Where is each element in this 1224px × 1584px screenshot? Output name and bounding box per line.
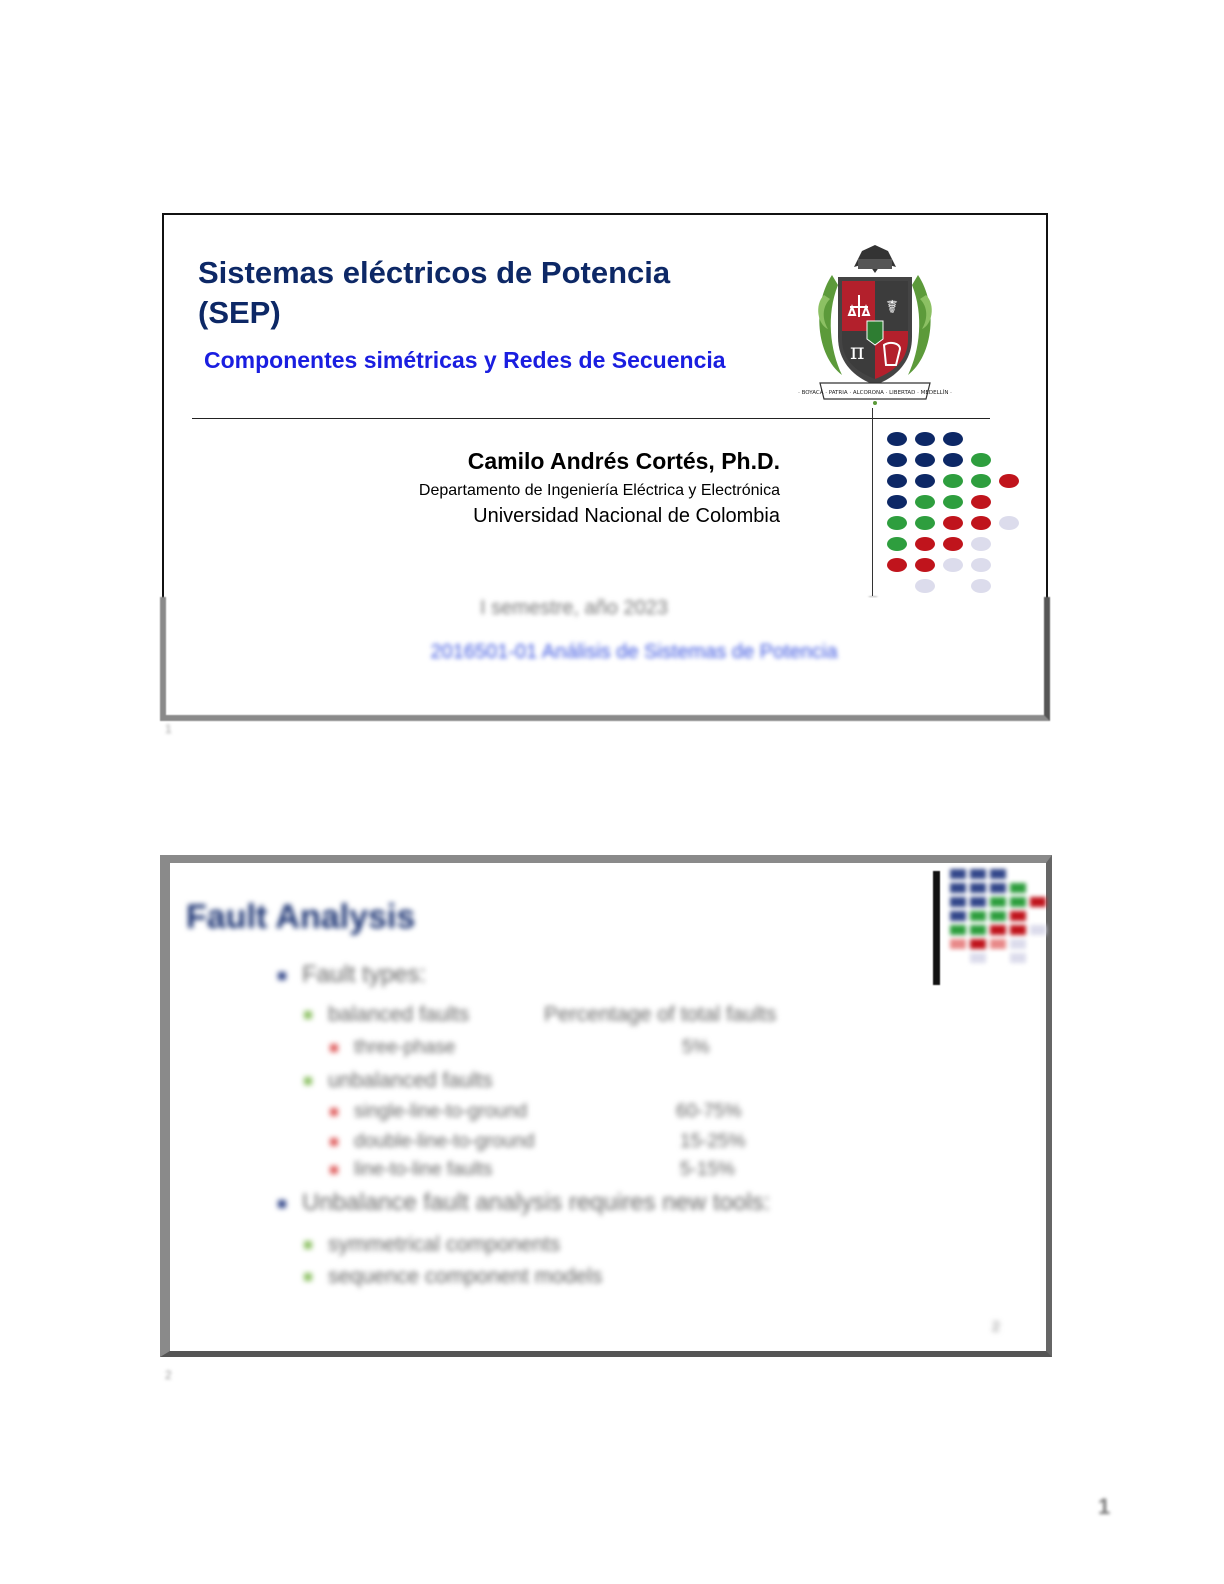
grid-dot — [971, 579, 991, 593]
grid-square — [1010, 897, 1026, 907]
grid-dot — [915, 579, 935, 593]
title-slide — [162, 213, 1048, 713]
grid-square — [970, 939, 986, 949]
list-item-label: single-line-to-ground — [354, 1101, 528, 1122]
document-page-number: 1 — [1098, 1494, 1111, 1519]
grid-square — [970, 883, 986, 893]
list-item — [330, 1159, 492, 1181]
slide-page-number: 1 — [165, 722, 172, 736]
grid-dot — [887, 516, 907, 530]
grid-dot — [915, 495, 935, 509]
svg-text:π: π — [850, 340, 865, 365]
grid-dot — [915, 558, 935, 572]
grid-dot — [915, 453, 935, 467]
bullet-icon — [278, 972, 286, 980]
list-item — [330, 1037, 455, 1059]
percentage-header: Percentage of total faults — [544, 1003, 777, 1026]
list-item-label: three-phase — [354, 1037, 456, 1058]
bullet-icon — [330, 1138, 338, 1146]
slide-subtitle: Componentes simétricas y Redes de Secuencia — [204, 347, 726, 373]
bullet-icon — [330, 1108, 338, 1116]
bullet-icon — [278, 1200, 286, 1208]
list-item — [278, 961, 426, 989]
slide-number: 2 — [992, 1318, 1000, 1334]
bullet-icon — [330, 1166, 338, 1174]
grid-dot — [887, 537, 907, 551]
crest-motto: · BOYACÁ · PATRIA · ALCORONA · LIBERTAD · MEDELLÍN · — [798, 390, 952, 396]
grid-square — [990, 925, 1006, 935]
grid-square — [990, 897, 1006, 907]
list-item — [304, 1003, 469, 1027]
grid-square — [990, 883, 1006, 893]
grid-dot — [943, 474, 963, 488]
grid-dot — [943, 558, 963, 572]
list-item-label: sequence component models — [328, 1265, 603, 1288]
title-line-1: Sistemas eléctricos de Potencia — [198, 255, 671, 290]
grid-square — [1030, 925, 1046, 935]
grid-dot — [887, 453, 907, 467]
list-item — [330, 1101, 527, 1123]
grid-square — [950, 939, 966, 949]
grid-square — [950, 925, 966, 935]
bullet-icon — [304, 1077, 312, 1085]
grid-dot — [915, 516, 935, 530]
list-item-label: Fault types: — [302, 961, 427, 988]
university-name: Universidad Nacional de Colombia — [473, 505, 780, 527]
grid-dot — [971, 495, 991, 509]
percentage-value: 60-75% — [676, 1101, 742, 1122]
percentage-value: 5-15% — [680, 1159, 735, 1180]
grid-square — [1010, 939, 1026, 949]
grid-dot — [887, 474, 907, 488]
author-name: Camilo Andrés Cortés, Ph.D. — [467, 448, 780, 474]
list-item — [278, 1189, 770, 1217]
grid-dot — [999, 516, 1019, 530]
grid-square — [970, 869, 986, 879]
grid-dot — [943, 516, 963, 530]
grid-dot — [887, 558, 907, 572]
grid-square — [970, 897, 986, 907]
grid-square — [970, 911, 986, 921]
svg-text:☤: ☤ — [886, 297, 899, 318]
list-item-label: balanced faults — [328, 1003, 470, 1026]
grid-dot — [915, 432, 935, 446]
grid-square — [1010, 883, 1026, 893]
grid-square — [1010, 953, 1026, 963]
grid-square — [1010, 925, 1026, 935]
grid-dot — [943, 453, 963, 467]
slide-title: Fault Analysis — [186, 898, 416, 936]
grid-dot — [971, 537, 991, 551]
grid-dot — [971, 516, 991, 530]
grid-square — [1010, 911, 1026, 921]
grid-square — [950, 911, 966, 921]
grid-dot — [887, 495, 907, 509]
fault-analysis-slide — [160, 855, 1052, 1357]
list-item — [304, 1265, 602, 1289]
grid-dot — [887, 432, 907, 446]
list-item — [330, 1131, 535, 1153]
grid-square — [950, 883, 966, 893]
list-item-label: unbalanced faults — [328, 1069, 493, 1092]
title-line-2: (SEP) — [198, 295, 281, 330]
grid-square — [990, 869, 1006, 879]
grid-dot — [971, 474, 991, 488]
title-divider — [192, 418, 990, 419]
bullet-icon — [330, 1044, 338, 1052]
list-item-label: symmetrical components — [328, 1233, 561, 1256]
grid-dot — [943, 537, 963, 551]
bullet-icon — [304, 1011, 312, 1019]
grid-dot — [971, 558, 991, 572]
semester-label: I semestre, año 2023 — [480, 597, 668, 619]
list-item — [304, 1069, 493, 1093]
grid-dot — [971, 453, 991, 467]
grid-square — [970, 953, 986, 963]
university-crest-icon — [798, 245, 952, 405]
list-item — [304, 1233, 560, 1257]
course-label: 2016501-01 Análisis de Sistemas de Potencia — [430, 641, 838, 663]
grid-dot — [999, 474, 1019, 488]
grid-square — [990, 911, 1006, 921]
grid-square — [970, 925, 986, 935]
grid-square — [950, 869, 966, 879]
grid-square — [990, 939, 1006, 949]
department-name: Departamento de Ingeniería Eléctrica y Electrónica — [418, 482, 780, 499]
grid-square — [1030, 897, 1046, 907]
list-item-label: line-to-line faults — [354, 1159, 493, 1180]
percentage-value: 15-25% — [680, 1131, 746, 1152]
bullet-icon — [304, 1273, 312, 1281]
list-item-label: Unbalance fault analysis requires new tools: — [302, 1189, 771, 1216]
grid-dot — [915, 474, 935, 488]
slide-page-number: 2 — [165, 1368, 172, 1382]
slide-title — [198, 253, 670, 333]
grid-dot — [915, 537, 935, 551]
percentage-value: 5% — [682, 1037, 710, 1058]
list-item-label: double-line-to-ground — [354, 1131, 535, 1152]
bullet-icon — [304, 1241, 312, 1249]
vertical-divider — [872, 408, 873, 596]
grid-square — [950, 897, 966, 907]
grid-dot — [943, 495, 963, 509]
vertical-divider — [933, 871, 940, 985]
grid-dot — [943, 432, 963, 446]
